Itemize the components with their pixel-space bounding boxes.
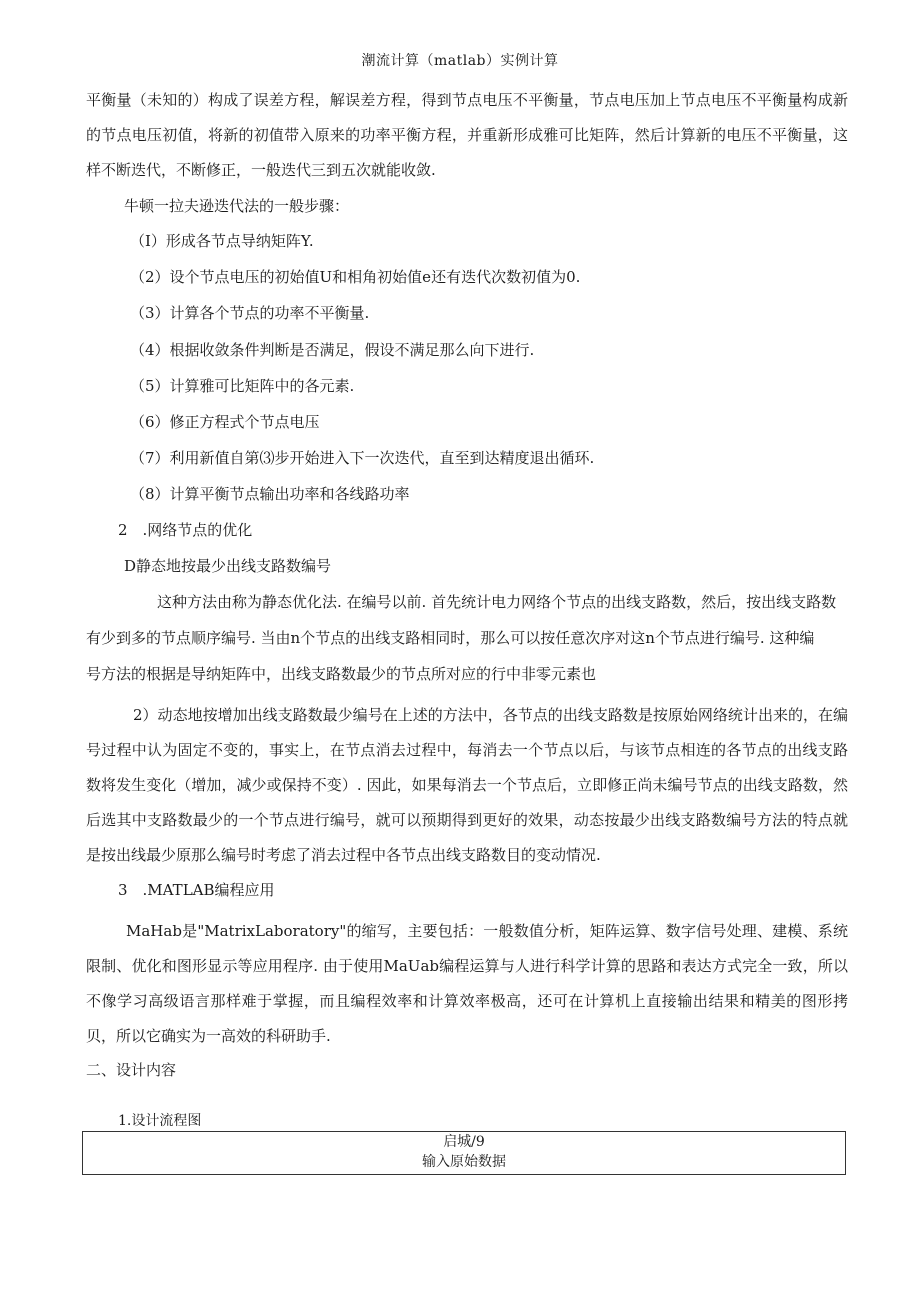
page-title: 潮流计算（matlab）实例计算 bbox=[361, 53, 559, 69]
step-item: （3）计算各个节点的功率不平衡量. bbox=[130, 304, 370, 322]
step-item: （2）设个节点电压的初始值U和相角初始值e还有迭代次数初值为0. bbox=[130, 268, 581, 286]
step-item: （4）根据收敛条件判断是否满足，假设不满足那么向下进行. bbox=[130, 341, 535, 359]
static-numbering-heading: D静态地按最少出线支路数编号 bbox=[124, 557, 332, 575]
static-paragraph-line: 这种方法由称为静态优化法. 在编号以前. 首先统计电力网络个节点的出线支路数，然后，按出线支路数 bbox=[157, 593, 837, 611]
dynamic-numbering-paragraph: 2）动态地按增加出线支路数最少编号在上述的方法中，各节点的出线支路数是按原始网络统计出来的，在编号过程中认为固定不变的，事实上，在节点消去过程中，每消去一个节点以后，与该节点相连的各节点的出线支路数将发生变化（增加，减少或保持不变）. 因此，如果每消去一个节点后，立即修正尚未编号节点的出线支路数，然后选其中支路数最少的一个节点进行编号，就可以预期得到更好的效果，动态按最少出线支路数编号方法的特点就是按出线最少原那么编号时考虑了消去过程中各节点出线支路数目的变动情况. bbox=[86, 706, 848, 864]
step-item: （6）修正方程式个节点电压 bbox=[130, 413, 320, 431]
flowchart-box bbox=[82, 1131, 846, 1175]
flowchart-start: 启城/9 bbox=[443, 1134, 485, 1150]
design-content-heading: 二、设计内容 bbox=[86, 1061, 177, 1079]
flowchart-input: 输入原始数据 bbox=[422, 1154, 506, 1170]
flowchart-heading: 1.设计流程图 bbox=[118, 1113, 202, 1129]
step-item: （I）形成各节点导纳矩阵Y. bbox=[130, 232, 314, 250]
steps-heading: 牛顿一拉夫逊迭代法的一般步骤： bbox=[124, 197, 350, 215]
step-item: （5）计算雅可比矩阵中的各元素. bbox=[130, 377, 355, 395]
step-item: （8）计算平衡节点输出功率和各线路功率 bbox=[130, 485, 410, 503]
intro-paragraph: 平衡量（未知的）构成了误差方程，解误差方程，得到节点电压不平衡量，节点电压加上节点电压不平衡量构成新的节点电压初值，将新的初值带入原来的功率平衡方程，并重新形成雅可比矩阵，然后计算新的电压不平衡量，这样不断迭代，不断修正，一般迭代三到五次就能收敛. bbox=[86, 91, 848, 179]
section-heading-network-optimization: 2 .网络节点的优化 bbox=[118, 521, 253, 539]
static-paragraph-line: 号方法的根据是导纳矩阵中，出线支路数最少的节点所对应的行中非零元素也 bbox=[86, 665, 597, 683]
section-heading-matlab: 3 .MATLAB编程应用 bbox=[118, 881, 275, 899]
matlab-paragraph: MaHab是"MatrixLaboratory"的缩写，主要包括：一般数值分析，矩阵运算、数字信号处理、建模、系统限制、优化和图形显示等应用程序. 由于使用MaUab编程运算与人进行科学计算的思路和表达方式完全一致，所以不像学习高级语言那样难于掌握，而且编程效率和计算效率极高，还可在计算机上直接输出结果和精美的图形拷贝，所以它确实为一高效的科研助手. bbox=[86, 922, 848, 1045]
step-item: （7）利用新值自第⑶步开始进入下一次迭代，直至到达精度退出循环. bbox=[130, 449, 595, 467]
static-paragraph-line: 有少到多的节点顺序编号. 当由n个节点的出线支路相同时，那么可以按任意次序对这n个节点进行编号. 这种编 bbox=[86, 629, 815, 647]
